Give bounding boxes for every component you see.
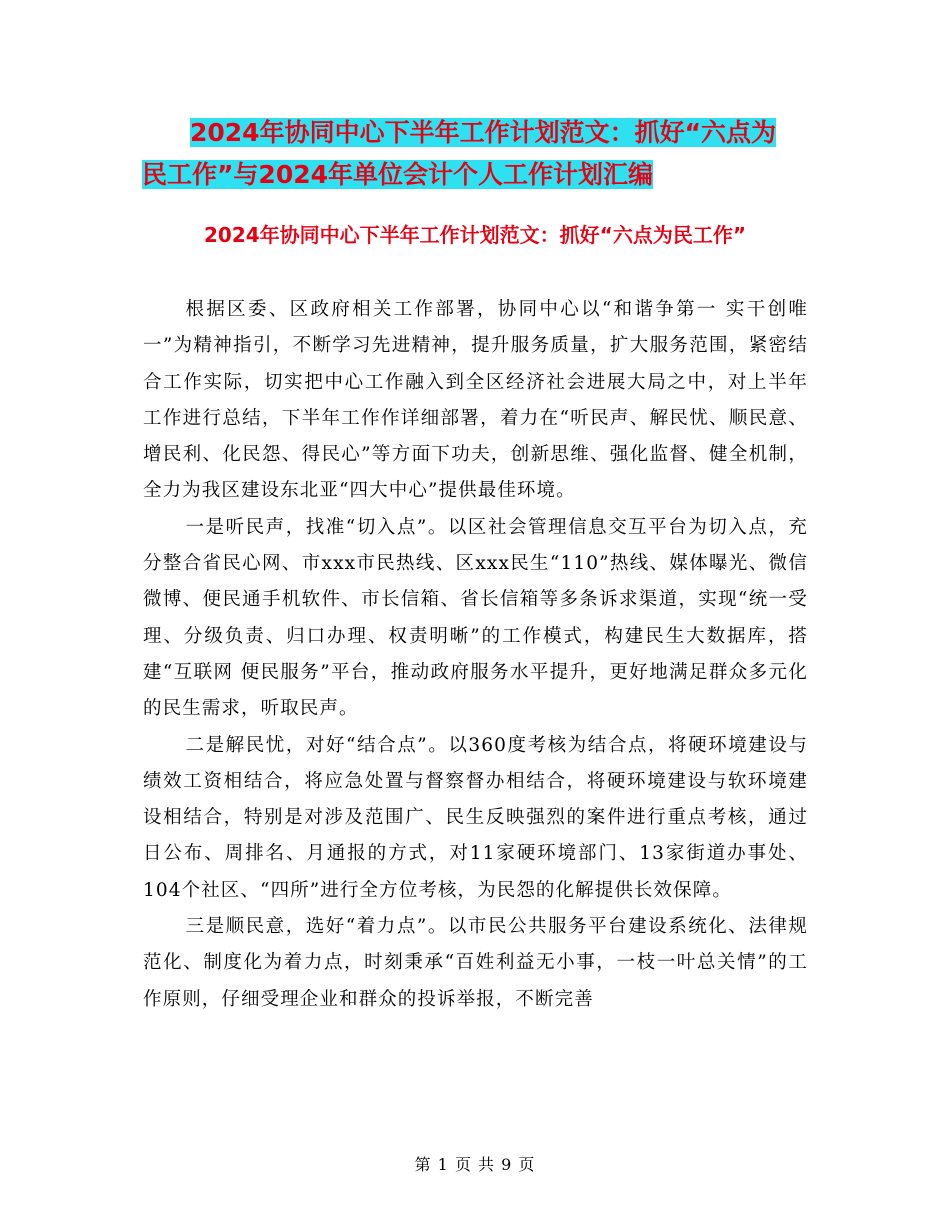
page-number-footer: 第 1 页 共 9 页: [414, 1155, 536, 1174]
paragraph-point-1: 一是听民声，找准“切入点”。以区社会管理信息交互平台为切入点，充分整合省民心网、市xxx市民热线、区xxx民生“110”热线、媒体曝光、微信微博、便民通手机软件、市长信箱、省长信箱等多条诉求渠道，实现“统一受理、分级负责、归口办理、权责明晰”的工作模式，构建民生大数据库，搭建“互联网 便民服务”平台，推动政府服务水平提升，更好地满足群众多元化的民生需求，听取民声。: [143, 516, 808, 720]
paragraph-point-2: 二是解民忧，对好“结合点”。以360度考核为结合点，将硬环境建设与绩效工资相结合，将应急处置与督察督办相结合，将硬环境建设与软环境建设相结合，特别是对涉及范围广、民生反映强烈的案件进行重点考核，通过日公布、周排名、月通报的方式，对11家硬环境部门、13家街道办事处、104个社区、“四所”进行全方位考核，为民怨的化解提供长效保障。: [143, 734, 808, 901]
paragraph-point-3: 三是顺民意，选好“着力点”。以市民公共服务平台建设系统化、法律规范化、制度化为着力点，时刻秉承“百姓利益无小事，一枝一叶总关情”的工作原则，仔细受理企业和群众的投诉举报，不断完善: [143, 916, 808, 1010]
paragraph-intro: 根据区委、区政府相关工作部署，协同中心以“和谐争第一 实干创唯一”为精神指引，不断学习先进精神，提升服务质量，扩大服务范围，紧密结合工作实际，切实把中心工作融入到全区经济社会进展大局之中，对上半年工作进行总结，下半年工作作详细部署，着力在“听民声、解民忧、顺民意、增民利、化民怨、得民心”等方面下功夫，创新思维、强化监督、健全机制，全力为我区建设东北亚“四大中心”提供最佳环境。: [143, 299, 808, 502]
document-body: [143, 292, 808, 1018]
document-title-line-2: 民工作”与2024年单位会计个人工作计划汇编: [142, 160, 654, 189]
document-title: [142, 112, 810, 196]
document-title-line-1: 2024年协同中心下半年工作计划范文：抓好“六点为: [190, 118, 777, 147]
section-title: 2024年协同中心下半年工作计划范文：抓好“六点为民工作”: [204, 223, 746, 247]
